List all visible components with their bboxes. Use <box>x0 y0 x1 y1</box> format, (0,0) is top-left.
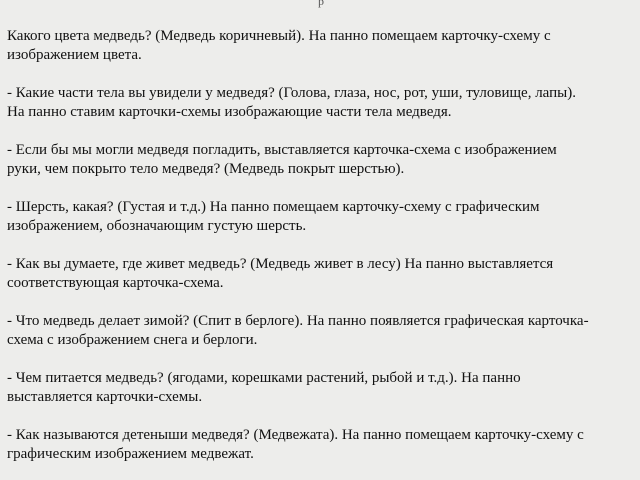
paragraph-food: - Чем питается медведь? (ягодами, корешками растений, рыбой и т.д.). На панно выставляется карточки-схемы. <box>7 370 521 405</box>
paragraph-habitat: - Как вы думаете, где живет медведь? (Медведь живет в лесу) На панно выставляется соответствующая карточка-схема. <box>7 256 554 291</box>
paragraph-body-parts: - Какие части тела вы увидели у медведя? (Голова, глаза, нос, рот, уши, туловище, лапы). На панно ставим карточки-схемы изображающие части тела медведя. <box>7 85 576 120</box>
document-body <box>7 27 635 480</box>
paragraph-bear-color: Какого цвета медведь? (Медведь коричневый). На панно помещаем карточку-схему с изображением цвета. <box>7 28 551 63</box>
top-text-fragment: р <box>318 0 324 8</box>
paragraph-winter: - Что медведь делает зимой? (Спит в берлоге). На панно появляется графическая карточка- схема с изображением снега и берлоги. <box>7 313 589 348</box>
paragraph-petting: - Если бы мы могли медведя погладить, выставляется карточка-схема с изображением руки, чем покрыто тело медведя? (Медведь покрыт шерстью). <box>7 142 557 177</box>
paragraph-cubs: - Как называются детеныши медведя? (Медвежата). На панно помещаем карточку-схему с графическим изображением медвежат. <box>7 427 584 462</box>
paragraph-fur: - Шерсть, какая? (Густая и т.д.) На панно помещаем карточку-схему с графическим изображением, обозначающим густую шерсть. <box>7 199 540 234</box>
